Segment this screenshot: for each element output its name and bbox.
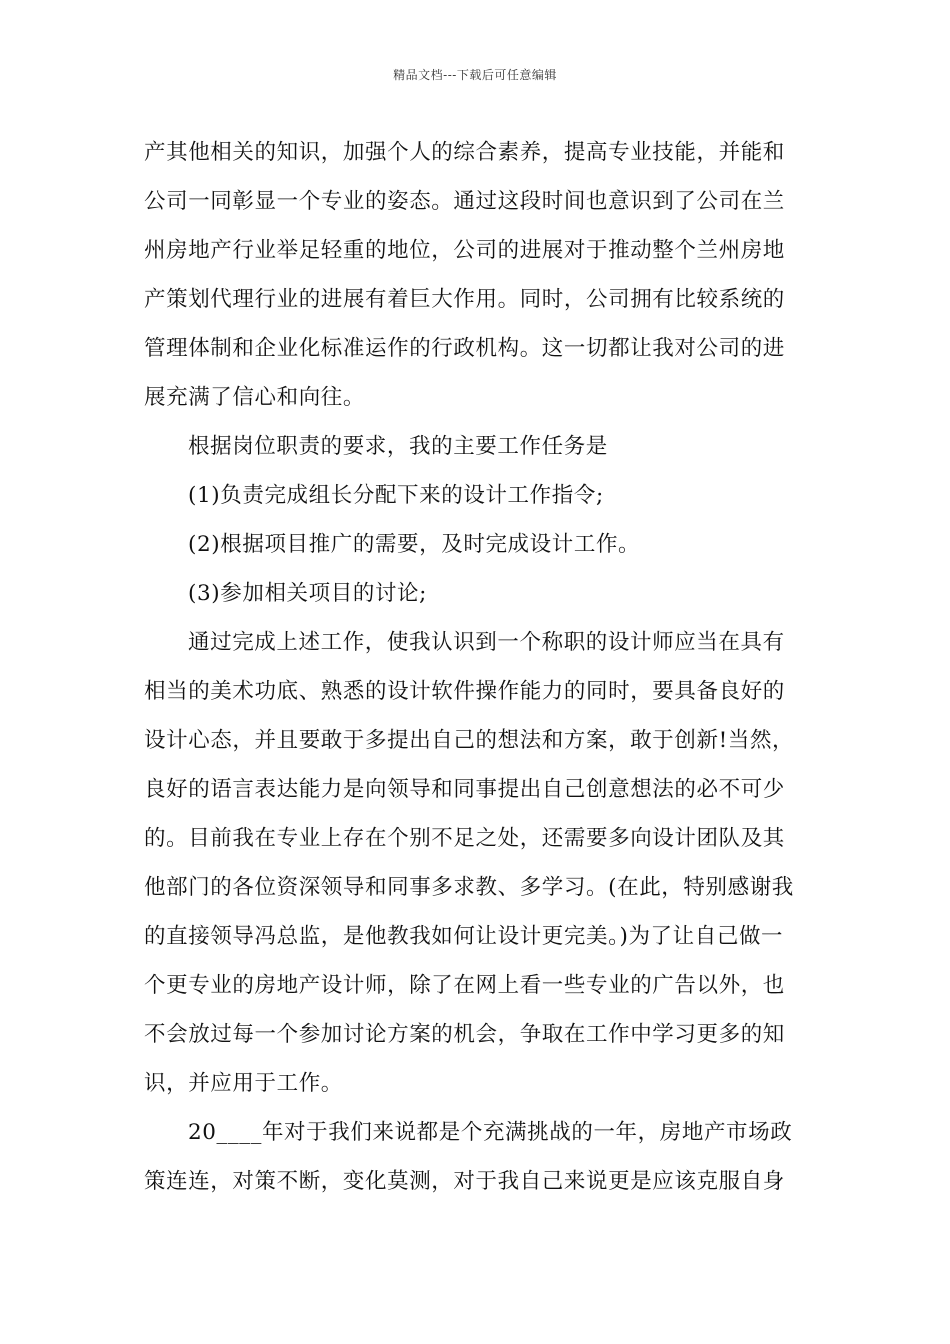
text-line: 管理体制和企业化标准运作的行政机构。这一切都让我对公司的进 — [144, 336, 785, 361]
document-body — [144, 128, 806, 1206]
text-line: 个更专业的房地产设计师，除了在网上看一些专业的广告以外，也 — [144, 973, 785, 998]
page-header: 精品文档---下载后可任意编辑 — [393, 68, 557, 82]
text-line: 识，并应用于工作。 — [144, 1071, 343, 1096]
text-line: 20____年对于我们来说都是个充满挑战的一年，房地产市场政 — [188, 1120, 793, 1145]
text-line: 根据岗位职责的要求，我的主要工作任务是 — [188, 434, 608, 459]
text-line: 策连连，对策不断，变化莫测，对于我自己来说更是应该克服自身 — [144, 1169, 785, 1194]
text-line: 产策划代理行业的进展有着巨大作用。同时，公司拥有比较系统的 — [144, 287, 785, 312]
text-line: (2)根据项目推广的需要，及时完成设计工作。 — [188, 532, 641, 557]
text-line: 展充满了信心和向往。 — [144, 385, 366, 410]
text-line: 不会放过每一个参加讨论方案的机会，争取在工作中学习更多的知 — [144, 1022, 785, 1047]
text-line: 的直接领导冯总监，是他教我如何让设计更完美。)为了让自己做一 — [144, 924, 784, 949]
text-line: 相当的美术功底、熟悉的设计软件操作能力的同时，要具备良好的 — [144, 679, 785, 704]
text-line: (1)负责完成组长分配下来的设计工作指令; — [188, 483, 604, 508]
text-line: 通过完成上述工作，使我认识到一个称职的设计师应当在具有 — [188, 630, 785, 655]
text-line: 良好的语言表达能力是向领导和同事提出自己创意想法的必不可少 — [144, 777, 785, 802]
text-line: 设计心态，并且要敢于多提出自己的想法和方案，敢于创新!当然， — [144, 728, 795, 753]
text-line: (3)参加相关项目的讨论; — [188, 581, 427, 606]
text-line: 的。目前我在专业上存在个别不足之处，还需要多向设计团队及其 — [144, 826, 785, 851]
text-line: 他部门的各位资深领导和同事多求教、多学习。(在此，特别感谢我 — [144, 875, 794, 900]
text-line: 州房地产行业举足轻重的地位，公司的进展对于推动整个兰州房地 — [144, 238, 785, 263]
text-line: 公司一同彰显一个专业的姿态。通过这段时间也意识到了公司在兰 — [144, 189, 785, 214]
text-line: 产其他相关的知识，加强个人的综合素养，提高专业技能，并能和 — [144, 140, 785, 165]
